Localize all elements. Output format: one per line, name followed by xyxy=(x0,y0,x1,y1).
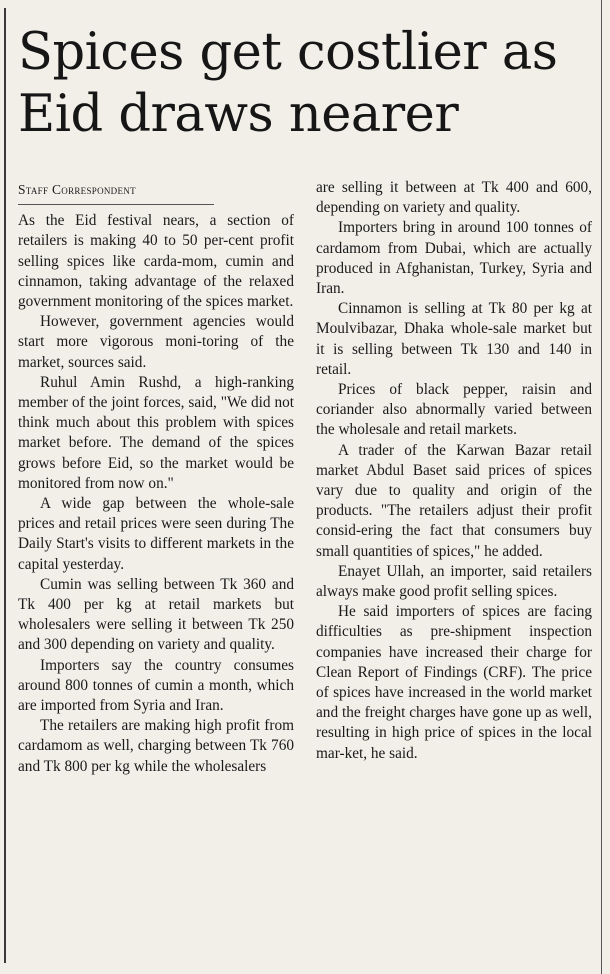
paragraph: The retailers are making high profit from cardamom as well, charging between Tk 760 and Tk 800 per kg while the wholesalers xyxy=(18,717,294,775)
paragraph: As the Eid festival nears, a section of retailers is making 40 to 50 per-cent profit selling spices like carda-mom, cumin and cinnamon, taking advantage of the relaxed government monitoring of the spices market. xyxy=(18,212,294,311)
article-column-left xyxy=(18,180,294,777)
paragraph: Cumin was selling between Tk 360 and Tk 400 per kg at retail markets but wholesalers were selling it between Tk 250 and 300 depending on variety and quality. xyxy=(18,575,294,654)
paragraph: However, government agencies would start more vigorous moni-toring of the market, sources said. xyxy=(18,313,294,371)
paragraph: A trader of the Karwan Bazar retail market Abdul Baset said prices of spices vary due to quality and origin of the products. "The retailers adjust their profit consid-ering the fact that consumers buy small quantities of spices," he added. xyxy=(316,441,592,560)
byline: Staff Correspondent xyxy=(18,180,214,205)
paragraph: Ruhul Amin Rushd, a high-ranking member of the joint forces, said, "We did not think much about this problem with spices market before. The demand of the spices grows before Eid, so the market would be monitored from now on." xyxy=(18,373,294,492)
paragraph: Cinnamon is selling at Tk 80 per kg at Moulvibazar, Dhaka whole-sale market but it is selling between Tk 130 and 140 in retail. xyxy=(316,300,592,378)
column-rule-right xyxy=(601,0,602,974)
paragraph: A wide gap between the whole-sale prices and retail prices were seen during The Daily Start's visits to different markets in the capital yesterday. xyxy=(18,495,294,573)
paragraph: Importers say the country consumes around 800 tonnes of cumin a month, which are imported from Syria and Iran. xyxy=(18,656,294,715)
paragraph: Importers bring in around 100 tonnes of cardamom from Dubai, which are actually produced in Afghanistan, Turkey, Syria and Iran. xyxy=(316,219,592,298)
paragraph: He said importers of spices are facing difficulties as pre-shipment inspection companies have increased their charge for Clean Report of Findings (CRF). The price of spices have increased in the world market and the freight charges have gone up as well, resulting in high price of spices in the local mar-ket, he said. xyxy=(316,603,592,762)
headline: Spices get costlier as Eid draws nearer xyxy=(18,23,558,144)
paragraph: are selling it between at Tk 400 and 600, depending on variety and quality. xyxy=(316,179,592,217)
paragraph: Enayet Ullah, an importer, said retailers always make good profit selling spices. xyxy=(316,562,592,601)
column-rule-left xyxy=(4,8,6,963)
paragraph: Prices of black pepper, raisin and coriander also abnormally varied between the wholesale and retail markets. xyxy=(316,381,592,439)
article-column-right xyxy=(316,178,592,764)
